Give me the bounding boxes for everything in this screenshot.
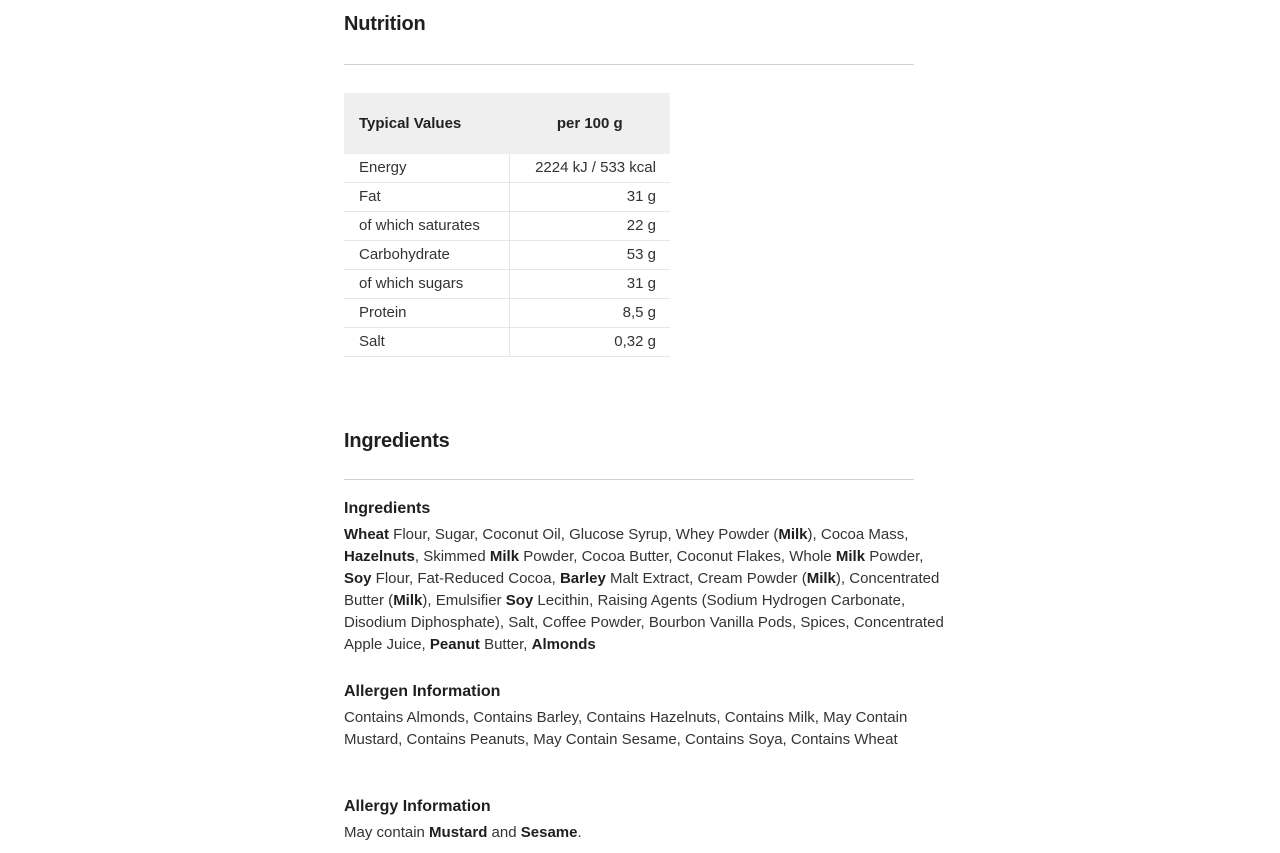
text-segment: . [577,824,582,841]
allergen-word: Mustard [429,824,488,841]
nutrition-table [344,93,670,357]
nutrient-name: of which saturates [344,212,510,241]
allergen-word: Milk [835,548,866,565]
allergen-word: Milk [393,592,423,609]
table-row [344,270,670,299]
divider [344,479,914,480]
allergen-section [344,683,914,751]
text-segment: Flour, Sugar, Coconut Oil, Glucose Syrup, Whey Powder ( [389,526,779,543]
allergen-word: Soy [505,592,534,609]
table-row [344,241,670,270]
table-row [344,154,670,183]
text-segment: ), Cocoa Mass, [807,526,909,543]
nutrient-value: 0,32 g [510,328,671,357]
nutrition-header-row [344,93,670,154]
header-typical-values: Typical Values [344,93,510,154]
nutrient-value: 53 g [510,241,671,270]
text-segment: Malt Extract, Cream Powder ( [605,570,807,587]
table-row [344,299,670,328]
nutrient-name: Protein [344,299,510,328]
allergen-word: Wheat [344,526,389,543]
nutrient-value: 2224 kJ / 533 kcal [510,154,671,183]
divider [344,64,914,65]
allergen-word: Soy [344,570,372,587]
allergen-word: Milk [489,548,520,565]
text-segment: Lecithin, Raising Agents (Sodium Hydrogen Carbonate, Disodium Diphosphate), Salt, Coffee Powder, Bourbon Vanilla Pods, Spices, Concentrated Apple Juice, [344,592,944,653]
text-segment: and [487,824,521,841]
text-segment: May contain [344,824,430,841]
text-segment: , Skimmed [414,548,490,565]
nutrient-value: 22 g [510,212,671,241]
table-row [344,212,670,241]
text-segment: Powder, Cocoa Butter, Coconut Flakes, Whole [519,548,836,565]
text-segment: ), Concentrated Butter ( [344,570,940,609]
nutrient-name: Energy [344,154,510,183]
text-segment: Powder, [865,548,924,565]
nutrition-title: Nutrition [344,13,426,35]
allergen-text: Contains Almonds, Contains Barley, Contains Hazelnuts, Contains Milk, May Contain Mustard, Contains Peanuts, May Contain Sesame, Contains Soya, Contains Wheat [344,709,908,748]
nutrient-name: of which sugars [344,270,510,299]
allergen-word: Peanut [429,636,480,653]
table-row [344,183,670,212]
header-per-100g: per 100 g [510,93,671,154]
ingredients-list-section [344,500,950,656]
allergen-word: Almonds [531,636,596,653]
nutrient-value: 31 g [510,270,671,299]
allergy-section [344,798,950,844]
allergy-heading: Allergy Information [344,798,491,815]
text-segment: ), Emulsifier [422,592,506,609]
ingredients-list-text [344,524,950,656]
allergy-text [344,822,950,844]
allergen-word: Hazelnuts [344,548,415,565]
ingredients-list-heading: Ingredients [344,500,431,517]
nutrient-name: Fat [344,183,510,212]
nutrient-value: 31 g [510,183,671,212]
allergen-word: Sesame [520,824,578,841]
table-row [344,328,670,357]
nutrient-name: Carbohydrate [344,241,510,270]
allergen-word: Barley [559,570,606,587]
text-segment: Butter, [479,636,532,653]
text-segment: Flour, Fat-Reduced Cocoa, [371,570,560,587]
nutrient-value: 8,5 g [510,299,671,328]
ingredients-title: Ingredients [344,430,450,452]
nutrient-name: Salt [344,328,510,357]
allergen-word: Milk [806,570,836,587]
allergen-word: Milk [778,526,808,543]
allergen-heading: Allergen Information [344,683,501,700]
